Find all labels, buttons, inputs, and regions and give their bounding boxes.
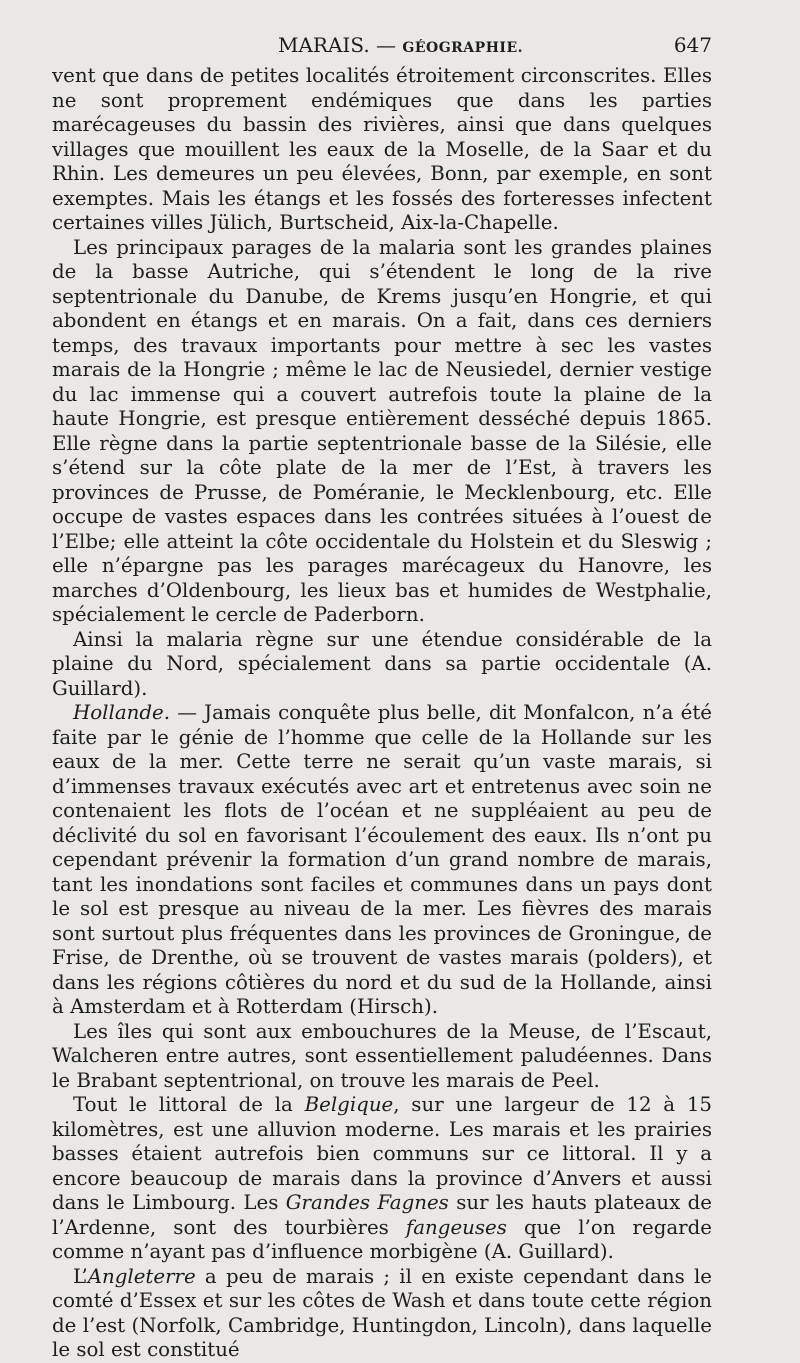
- paragraph-6: [52, 1093, 712, 1265]
- paragraph-2: Les principaux parages de la malaria sont les grandes plaines de la basse Autriche, qui s’étendent le long de la rive septentrionale du Danube, de Krems jusqu’en Hongrie, et qui abondent en étangs et en marais. On a fait, dans ces derniers temps, des travaux importants pour mettre à sec les vastes marais de la Hongrie ; même le lac de Neusiedel, dernier vestige du lac immense qui a couvert autrefois toute la plaine de la haute Hongrie, est presque entièrement desséché depuis 1865. Elle règne dans la partie septentrionale basse de la Silésie, elle s’étend sur la côte plate de la mer de l’Est, à travers les provinces de Prusse, de Poméranie, le Mecklenbourg, etc. Elle occupe de vastes espaces dans les contrées situées à l’ouest de l’Elbe; elle atteint la côte occidentale du Holstein et du Sleswig ; elle n’épargne pas les parages marécageux du Hanovre, les marches d’Oldenbourg, les lieux bas et humides de Westphalie, spécialement le cercle de Paderborn.: [52, 235, 712, 626]
- term-angleterre: Angleterre: [87, 1264, 196, 1288]
- header-title: [278, 33, 523, 60]
- paragraph-3: Ainsi la malaria règne sur une étendue considérable de la plaine du Nord, spécialement dans sa partie occidentale (A. Guillard).: [52, 627, 712, 700]
- term-fangeuses: fangeuses: [405, 1215, 507, 1239]
- body-text: [52, 64, 712, 1363]
- paragraph-6-part-a: Tout le littoral de la: [73, 1093, 305, 1116]
- page-number: 647: [673, 33, 712, 57]
- paragraph-5: Les îles qui sont aux embouchures de la Meuse, de l’Escaut, Walcheren entre autres, sont essentiellement paludéennes. Dans le Brabant septentrional, on trouve les marais de Peel.: [52, 1019, 712, 1092]
- paragraph-4-text: — Jamais conquête plus belle, dit Monfalcon, n’a été faite par le génie de l’homme que celle de la Hollande sur les eaux de la mer. Cette terre ne serait qu’un vaste marais, si d’immenses travaux exécutés avec art et entretenus avec soin ne contenaient les flots de l’océan et ne suppléaient au peu de déclivité du sol en favorisant l’écoulement des eaux. Ils n’ont pu cependant prévenir la formation d’un grand nombre de marais, tant les inondations sont faciles et communes dans un pays dont le sol est presque au niveau de la mer. Les fièvres des marais sont surtout plus fréquentes dans les provinces de Groningue, de Frise, de Drenthe, où se trouvent de vastes marais (polders), et dans les régions côtières du nord et du sud de la Hollande, ainsi à Amsterdam et à Rotterdam (Hirsch).: [52, 701, 712, 1018]
- paragraph-6-part-b: , sur une largeur de 12 à 15 kilomètres, est une alluvion moderne. Les marais et les prairies basses étaient autrefois bien communs sur ce littoral. Il y a encore beaucoup de marais dans la province d’Anvers et aussi dans le Limbourg. Les: [52, 1093, 713, 1214]
- term-grandes-fagnes: Grandes Fagnes: [285, 1191, 449, 1214]
- paragraph-4: [52, 701, 712, 1020]
- paragraph-7-part-b: a peu de marais ; il en existe cependant dans le comté d’Essex et sur les côtes de Wash et dans toute cette région de l’est (Norfolk, Cambridge, Huntingdon, Lincoln), dans laquelle le sol est constitué: [52, 1264, 712, 1361]
- running-header: [52, 33, 712, 57]
- header-section-title: MARAIS.: [278, 33, 370, 57]
- paragraph-6-part-d: que l’on regarde comme n’ayant pas d’influence morbigène (A. Guillard).: [52, 1215, 713, 1263]
- paragraph-7-part-a: L’: [73, 1264, 88, 1288]
- heading-hollande: Hollande.: [73, 701, 171, 724]
- header-subtitle: GÉOGRAPHIE.: [402, 40, 524, 56]
- paragraph-7: [52, 1265, 712, 1363]
- paragraph-1: vent que dans de petites localités étroitement circonscrites. Elles ne sont proprement endémiques que dans les parties marécageuses du bassin des rivières, ainsi que dans quelques villages que mouillent les eaux de la Moselle, de la Saar et du Rhin. Les demeures un peu élevées, Bonn, par exemple, en sont exemptes. Mais les étangs et les fossés des forteresses infectent certaines villes Jülich, Burtscheid, Aix-la-Chapelle.: [52, 64, 712, 234]
- term-belgique: Belgique: [304, 1093, 394, 1116]
- header-separator: —: [376, 33, 397, 57]
- paragraph-6-part-c: sur les hauts plateaux de l’Ardenne, sont des tourbières: [52, 1191, 713, 1239]
